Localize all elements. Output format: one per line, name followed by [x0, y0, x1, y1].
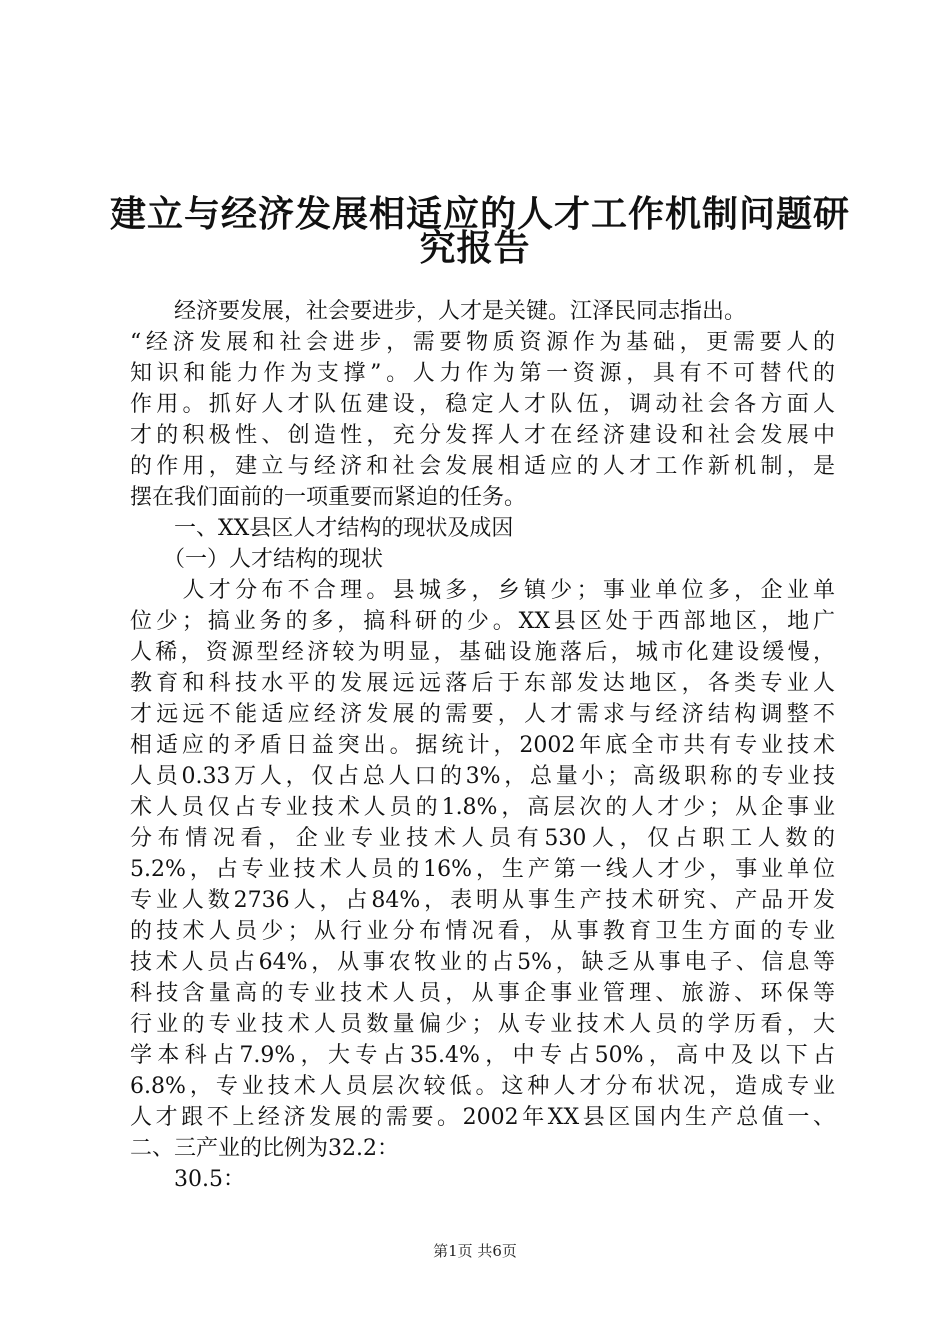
body-line: 知识和能力作为支撑”。人力作为第一资源，具有不可替代的: [130, 361, 835, 386]
body-line: “经济发展和社会进步，需要物质资源作为基础，更需要人的: [130, 330, 835, 355]
body-line: 人员0.33万人，仅占总人口的3%，总量小；高级职称的专业技: [130, 764, 835, 789]
body-line: 摆在我们面前的一项重要而紧迫的任务。: [130, 485, 527, 510]
body-line: 行业的专业技术人员数量偏少；从专业技术人员的学历看，大: [130, 1012, 835, 1037]
body-line: 人才跟不上经济发展的需要。2002年XX县区国内生产总值一、: [130, 1105, 835, 1130]
body-line: 的作用，建立与经济和社会发展相适应的人才工作新机制，是: [130, 454, 835, 479]
body-line: 才远远不能适应经济发展的需要，人才需求与经济结构调整不: [130, 702, 835, 727]
subsection-heading: （一）人才结构的现状: [130, 547, 384, 572]
body-line: 人才分布不合理。县城多，乡镇少；事业单位多，企业单: [130, 578, 835, 603]
body-line: 经济要发展，社会要进步，人才是关键。江泽民同志指出。: [130, 299, 747, 324]
body-line: 位少；搞业务的多，搞科研的少。XX县区处于西部地区，地广: [130, 609, 835, 634]
body-line: 人稀，资源型经济较为明显，基础设施落后，城市化建设缓慢，: [130, 640, 835, 665]
body-line: 才的积极性、创造性，充分发挥人才在经济建设和社会发展中: [130, 423, 835, 448]
body-line: 相适应的矛盾日益突出。据统计，2002年底全市共有专业技术: [130, 733, 835, 758]
body-line: 的技术人员少；从行业分布情况看，从事教育卫生方面的专业: [130, 919, 835, 944]
body-line: 专业人数2736人，占84%，表明从事生产技术研究、产品开发: [130, 888, 835, 913]
body-line: 作用。抓好人才队伍建设，稳定人才队伍，调动社会各方面人: [130, 392, 835, 417]
body-line: 5.2%，占专业技术人员的16%，生产第一线人才少，事业单位: [130, 857, 835, 882]
body-line: 学本科占7.9%，大专占35.4%，中专占50%，高中及以下占: [130, 1043, 835, 1068]
page-footer: 第1页 共6页: [433, 1242, 517, 1260]
body-line: 科技含量高的专业技术人员，从事企事业管理、旅游、环保等: [130, 981, 835, 1006]
document-body: [130, 296, 835, 1195]
section-heading: 一、XX县区人才结构的现状及成因: [130, 516, 514, 541]
body-line: 教育和科技水平的发展远远落后于东部发达地区，各类专业人: [130, 671, 835, 696]
document-title-line-2: 究报告: [419, 227, 531, 269]
body-line: 术人员仅占专业技术人员的1.8%，高层次的人才少；从企事业: [130, 795, 835, 820]
body-line: 30.5：: [130, 1167, 245, 1192]
body-line: 二、三产业的比例为32.2：: [130, 1136, 399, 1161]
document-title-line-1: 建立与经济发展相适应的人才工作机制问题研: [110, 193, 851, 235]
body-line: 分布情况看，企业专业技术人员有530人，仅占职工人数的: [130, 826, 835, 851]
body-line: 技术人员占64%，从事农牧业的占5%，缺乏从事电子、信息等: [130, 950, 835, 975]
body-line: 6.8%，专业技术人员层次较低。这种人才分布状况，造成专业: [130, 1074, 835, 1099]
